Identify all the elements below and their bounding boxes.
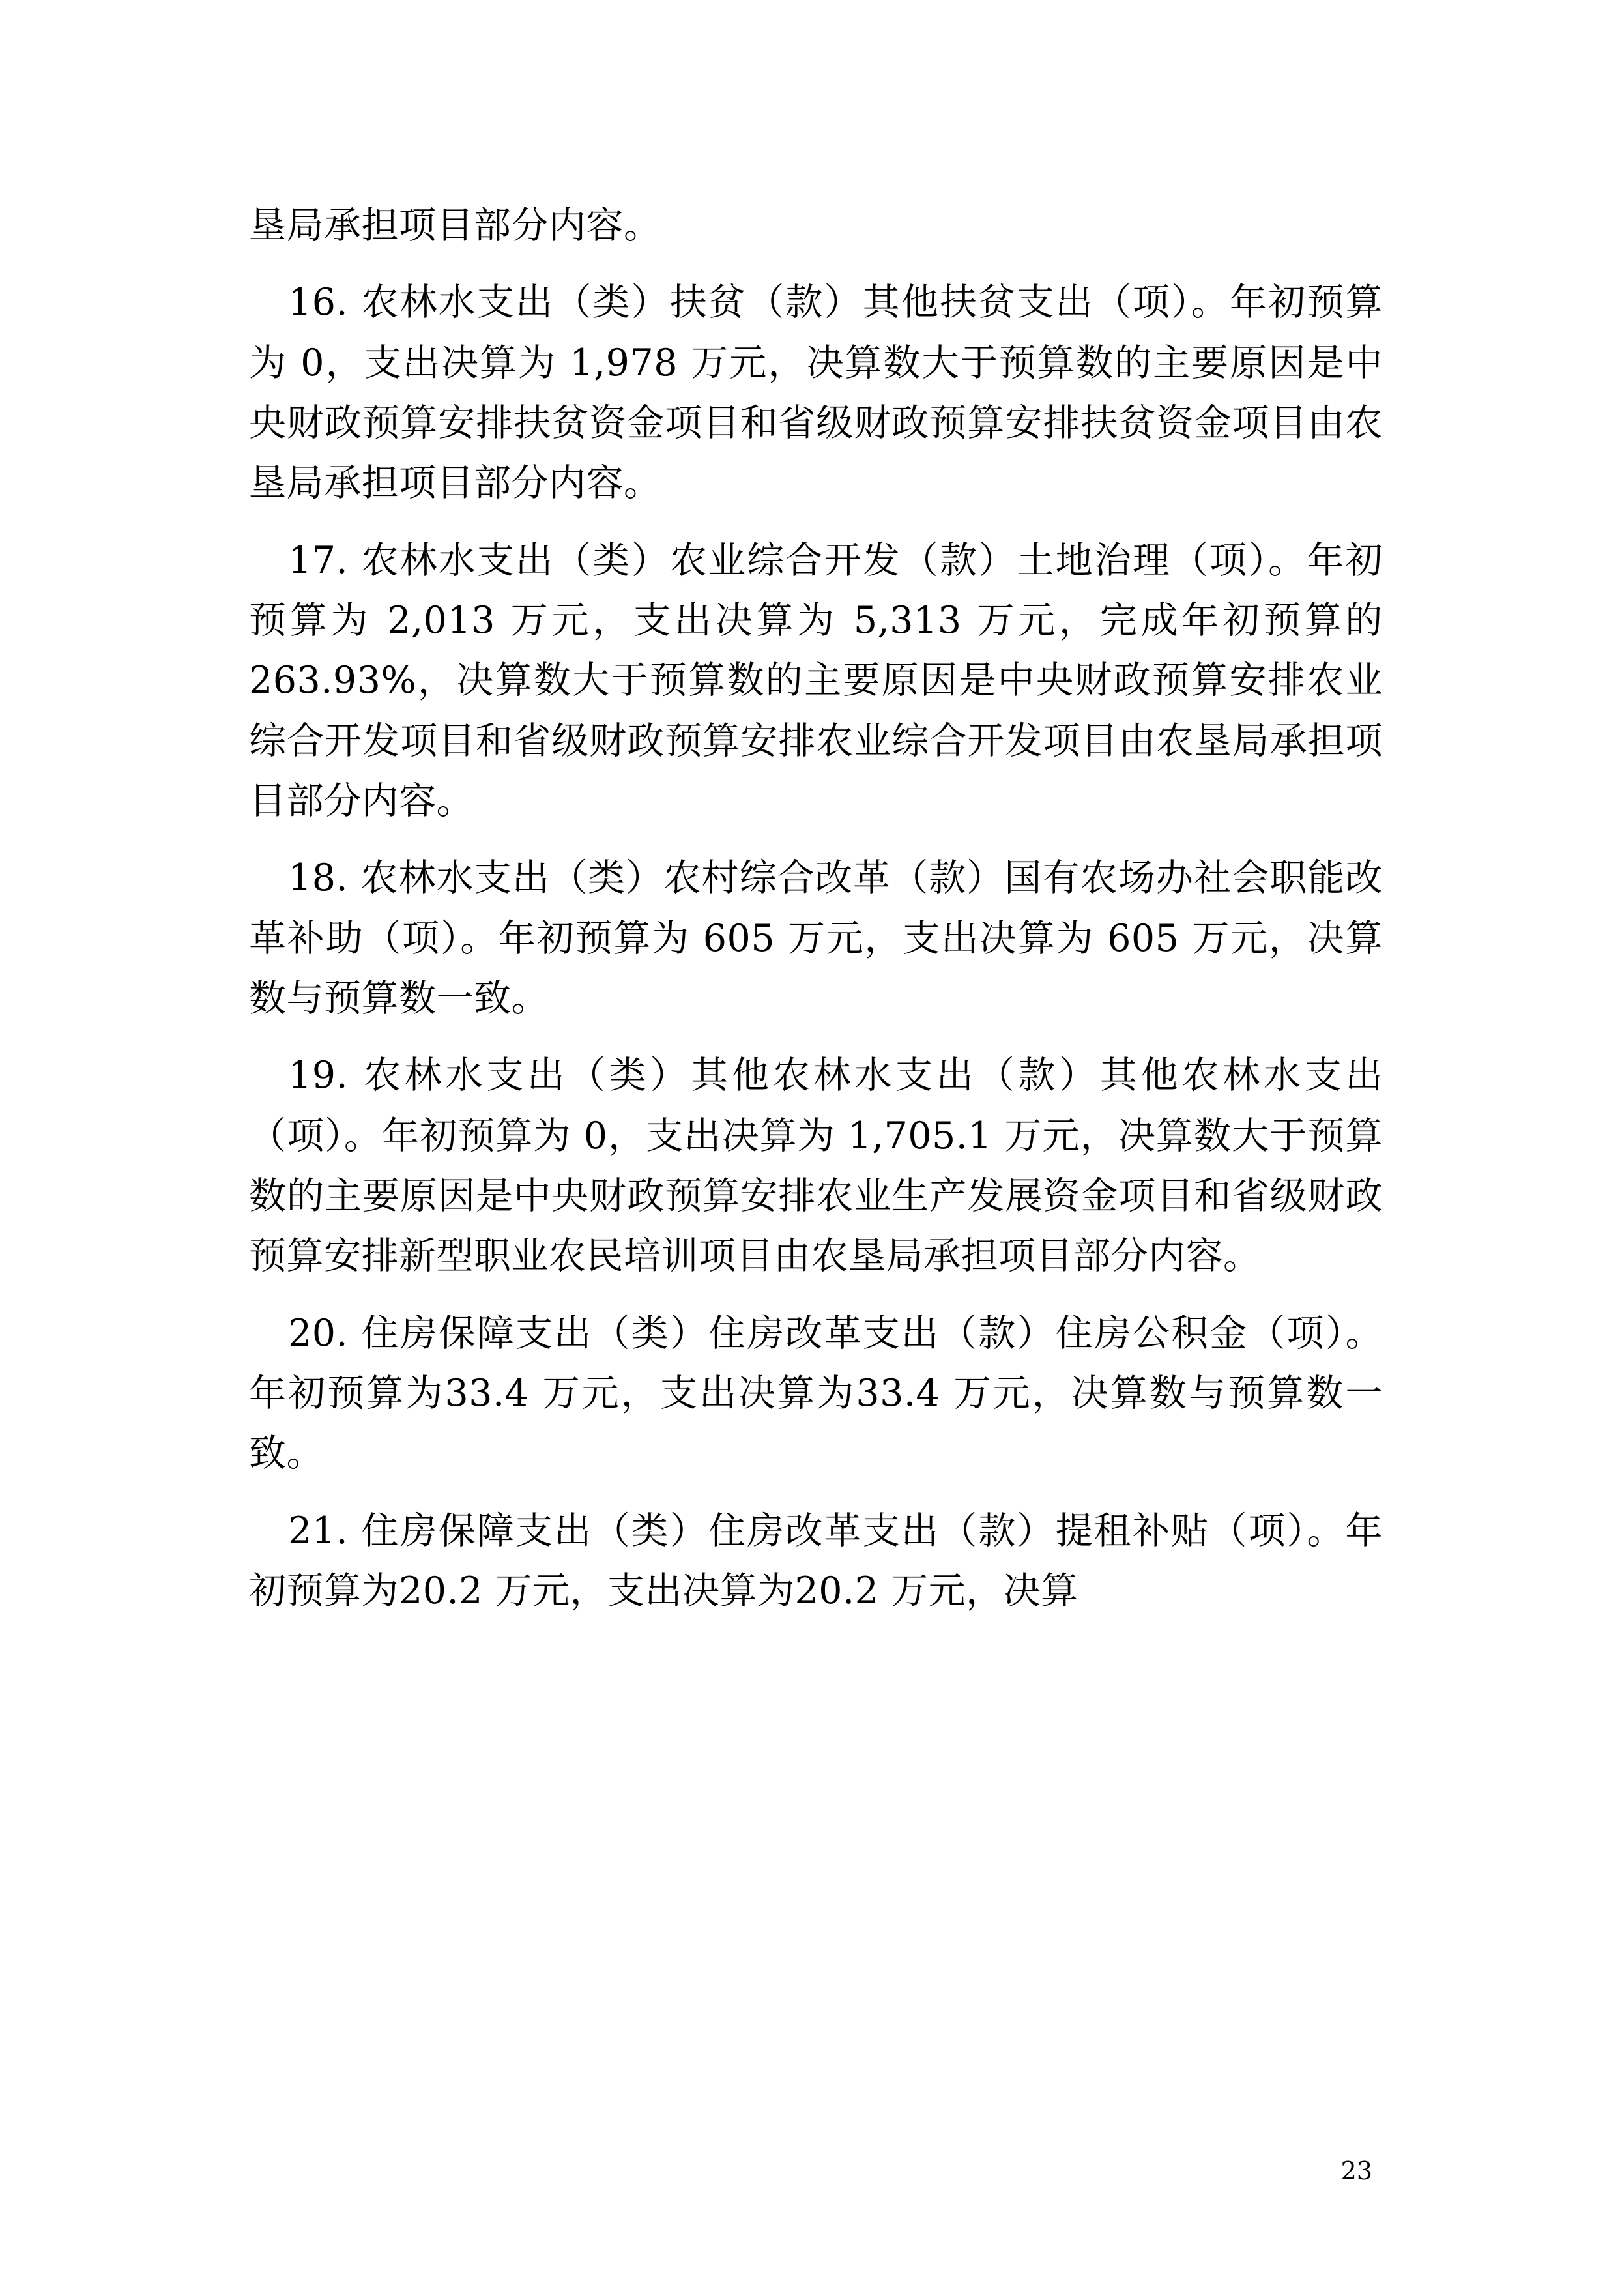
paragraph-item-17: 17. 农林水支出（类）农业综合开发（款）土地治理（项）。年初预算为 2,013 万元，支出决算为 5,313 万元，完成年初预算的 263.93%，决算数大于预算数的主要原因是中央财政预算安排农业综合开发项目和省级财政预算安排农业综合开发项目由农垦局承担项目部分内容。 [249, 538, 1383, 822]
paragraph-item-16: 16. 农林水支出（类）扶贫（款）其他扶贫支出（项）。年初预算为 0，支出决算为 1,978 万元，决算数大于预算数的主要原因是中央财政预算安排扶贫资金项目和省级财政预算安排扶贫资金项目由农垦局承担项目部分内容。 [249, 281, 1383, 505]
paragraph-continuation: 垦局承担项目部分内容。 [249, 204, 661, 247]
page-number: 23 [1340, 2157, 1372, 2185]
paragraph-item-20: 20. 住房保障支出（类）住房改革支出（款）住房公积金（项）。年初预算为33.4 万元，支出决算为33.4 万元，决算数与预算数一致。 [249, 1311, 1383, 1475]
paragraph-item-18: 18. 农林水支出（类）农村综合改革（款）国有农场办社会职能改革补助（项）。年初预算为 605 万元，支出决算为 605 万元，决算数与预算数一致。 [249, 856, 1383, 1020]
paragraph-item-19: 19. 农林水支出（类）其他农林水支出（款）其他农林水支出（项）。年初预算为 0，支出决算为 1,705.1 万元，决算数大于预算数的主要原因是中央财政预算安排农业生产发展资金项目和省级财政预算安排新型职业农民培训项目由农垦局承担项目部分内容。 [249, 1054, 1383, 1278]
page-body [249, 196, 1383, 1638]
paragraph-item-21: 21. 住房保障支出（类）住房改革支出（款）提租补贴（项）。年初预算为20.2 万元，支出决算为20.2 万元，决算 [249, 1509, 1383, 1612]
